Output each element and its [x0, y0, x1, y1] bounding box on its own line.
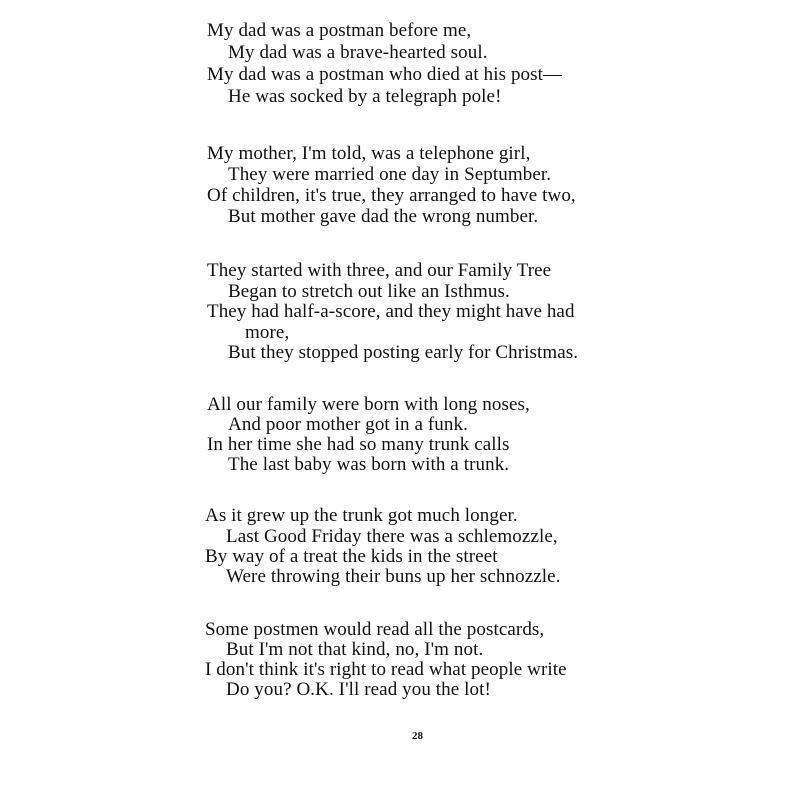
poem-line: Began to stretch out like an Isthmus.: [228, 281, 510, 302]
poem-line: But mother gave dad the wrong number.: [228, 206, 539, 227]
poem-line: He was socked by a telegraph pole!: [228, 86, 502, 107]
poem-line: My dad was a postman before me,: [207, 20, 472, 41]
poem-line: The last baby was born with a trunk.: [228, 454, 510, 475]
page-number: 28: [412, 730, 423, 742]
poem-line: All our family were born with long noses,: [207, 394, 530, 415]
poem-line: My dad was a postman who died at his post—: [207, 64, 563, 85]
poem-line: Some postmen would read all the postcards,: [205, 619, 545, 640]
poem-line: Last Good Friday there was a schlemozzle,: [226, 526, 558, 547]
poem-line: They started with three, and our Family Tree: [207, 260, 552, 281]
poem-line: As it grew up the trunk got much longer.: [205, 505, 518, 526]
poem-line: They had half-a-score, and they might have had: [207, 301, 575, 322]
poem-line: But they stopped posting early for Christmas.: [228, 342, 579, 363]
poem-line: more,: [245, 322, 290, 343]
poem-line: But I'm not that kind, no, I'm not.: [226, 639, 484, 660]
poem-line: Of children, it's true, they arranged to have two,: [207, 185, 576, 206]
poem-line: By way of a treat the kids in the street: [205, 546, 498, 567]
poem-line: My dad was a brave-hearted soul.: [228, 42, 488, 63]
poem-line: My mother, I'm told, was a telephone girl,: [207, 143, 531, 164]
poem-line: I don't think it's right to read what people write: [205, 659, 567, 680]
poem-line: They were married one day in Septumber.: [228, 164, 552, 185]
poem-line: And poor mother got in a funk.: [228, 414, 468, 435]
poem-line: Were throwing their buns up her schnozzle.: [226, 566, 561, 587]
poem-line: Do you? O.K. I'll read you the lot!: [226, 679, 491, 700]
poem-line: In her time she had so many trunk calls: [207, 434, 510, 455]
